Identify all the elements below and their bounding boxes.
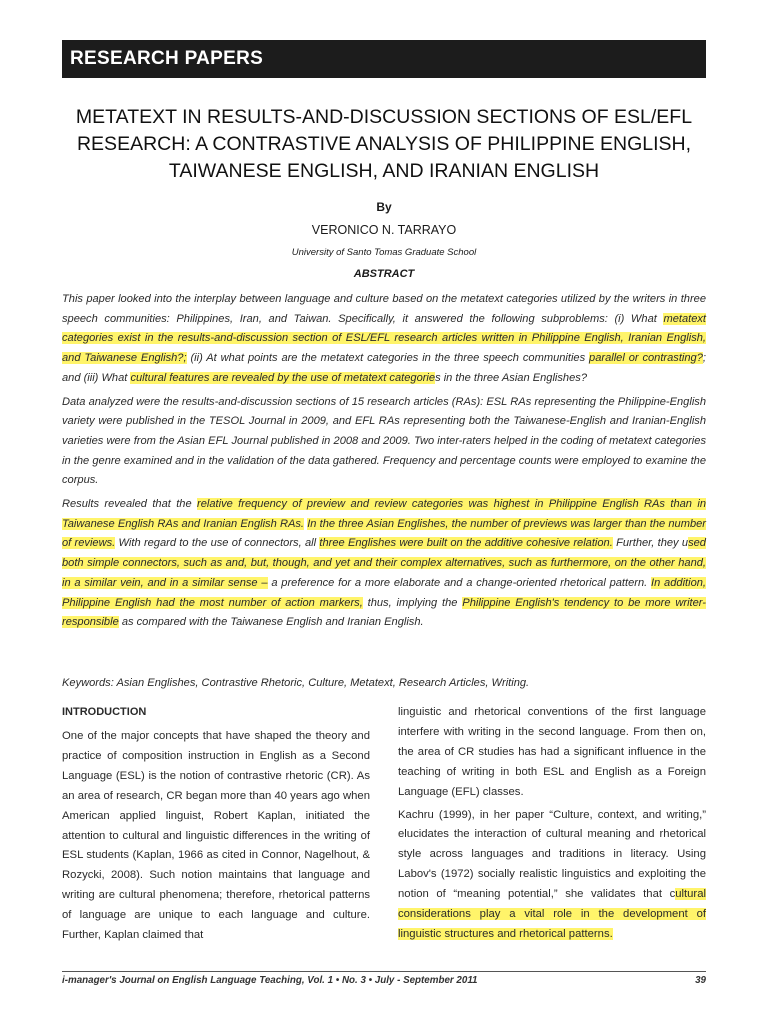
author-affiliation: University of Santo Tomas Graduate School xyxy=(291,247,477,258)
introduction-heading: INTRODUCTION xyxy=(62,706,147,718)
highlighted-text: parallel or contrasting? xyxy=(589,352,703,365)
abstract-paragraph-1 xyxy=(62,290,706,389)
text: as compared with the Taiwanese English and Iranian English. xyxy=(118,616,424,629)
text: ; and (iii) What xyxy=(62,352,706,384)
abstract-heading: ABSTRACT xyxy=(353,268,415,280)
page-number: 39 xyxy=(695,975,706,986)
text: Results revealed that the xyxy=(62,498,198,511)
highlighted-text: cultural features are revealed by the use of metatext categorie xyxy=(130,371,436,384)
highlighted-text: three Englishes were built on the additive cohesive relation. xyxy=(319,537,613,550)
body-column-right xyxy=(398,703,706,948)
highlighted-text: metatext categories exist in the results-and-discussion section of ESL/EFL research articles written in Philippine English, Iranian English, and Taiwanese English?; xyxy=(62,312,706,365)
abstract-body xyxy=(62,290,706,637)
by-label: By xyxy=(376,200,392,214)
section-banner: RESEARCH PAPERS xyxy=(62,40,706,78)
highlighted-text: ultural considerations play a vital role in the development of linguistic structures and rhetorical patterns. xyxy=(398,888,706,940)
body-column-left xyxy=(62,703,370,949)
abstract-paragraph-3 xyxy=(62,495,706,633)
text: With regard to the use of connectors, all xyxy=(115,537,320,550)
title-line: METATEXT IN RESULTS-AND-DISCUSSION SECTIONS OF ESL/EFL xyxy=(75,106,693,128)
text: This paper looked into the interplay between language and culture based on the metatext categories utilized by the writers in three speech communities: Philippines, Iran, and Taiwan. Specifically, it answered the following subproblems: (i) What xyxy=(62,293,706,325)
highlighted-text: sed both simple connectors, such as and, but, though, and yet and their complex alternatives, such as furthermore, on the other hand, in a similar vein, and in a similar sense – xyxy=(62,537,706,589)
text: s in the three Asian Englishes? xyxy=(435,371,587,384)
author-name: VERONICO N. TARRAYO xyxy=(311,223,457,237)
highlighted-text: In addition, Philippine English had the most number of action markers, xyxy=(62,576,707,609)
highlighted-text: Philippine English's tendency to be more writer-responsible xyxy=(62,596,706,629)
title-line: RESEARCH: A CONTRASTIVE ANALYSIS OF PHILIPPINE ENGLISH, xyxy=(76,133,692,155)
paper-title xyxy=(62,104,706,185)
text: Further, they u xyxy=(612,537,689,550)
body-paragraph xyxy=(398,806,706,945)
highlighted-text: relative frequency of preview and review categories was highest in Philippine English RAs than in Taiwanese English RAs and Iranian English RAs. xyxy=(62,498,706,530)
footer-divider xyxy=(62,971,706,972)
body-paragraph: One of the major concepts that have shaped the theory and practice of composition instruction in English as a Second Language (ESL) is the notion of contrastive rhetoric (CR). As an area of research, CR began more than 40 years ago when American applied linguist, Robert Kaplan, initiated the attention to cultural and linguistic differences in the writing of ESL students (Kaplan, 1966 as cited in Connor, Nagelhout, & Rozycki, 2008). Such notion maintains that language and writing are cultural phenomena; therefore, rhetorical patterns of language are unique to each language and culture. Further, Kaplan claimed that xyxy=(62,730,370,942)
title-line: TAIWANESE ENGLISH, AND IRANIAN ENGLISH xyxy=(168,160,600,182)
journal-citation: i-manager's Journal on English Language Teaching, Vol. 1 • No. 3 • July - September 2011 xyxy=(62,975,478,986)
keywords: Keywords: Asian Englishes, Contrastive Rhetoric, Culture, Metatext, Research Articles, Writing. xyxy=(62,677,530,689)
text: Kachru (1999), in her paper “Culture, context, and writing,” elucidates the interaction of cultural meaning and rhetorical style across languages and traditions in literacy. Using Labov's (1972) socially realistic linguistics and exploiting the notion of “meaning potential,” she validates that c xyxy=(398,808,706,901)
page-footer xyxy=(62,975,706,986)
highlighted-text: In the three Asian Englishes, the number of previews was larger than the number of reviews. xyxy=(62,517,706,550)
body-paragraph: linguistic and rhetorical conventions of the first language interfere with writing in the second language. From then on, the area of CR studies has had a significant influence in the teaching of writing in both ESL and English as a Foreign Language (EFL) classes. xyxy=(398,706,706,798)
text: (ii) At what points are the metatext categories in the three speech communities xyxy=(186,352,590,365)
text: a preference for a more elaborate and a change-oriented rhetorical pattern. xyxy=(267,576,652,589)
abstract-paragraph-2: Data analyzed were the results-and-discussion sections of 15 research articles (RAs): ESL RAs representing the Philippine-English variety were published in the TESOL Journal in 2009, and EFL RAs representing both the Taiwanese-English and Iranian-English varieties were from the Asian EFL Journal published in 2008 and 2009. Two inter-raters helped in the coding of metatext categories in the genre examined and in the validation of the data gathered. Frequency and percentage counts were employed to examine the corpus. xyxy=(62,395,706,487)
text: thus, implying the xyxy=(362,596,463,609)
